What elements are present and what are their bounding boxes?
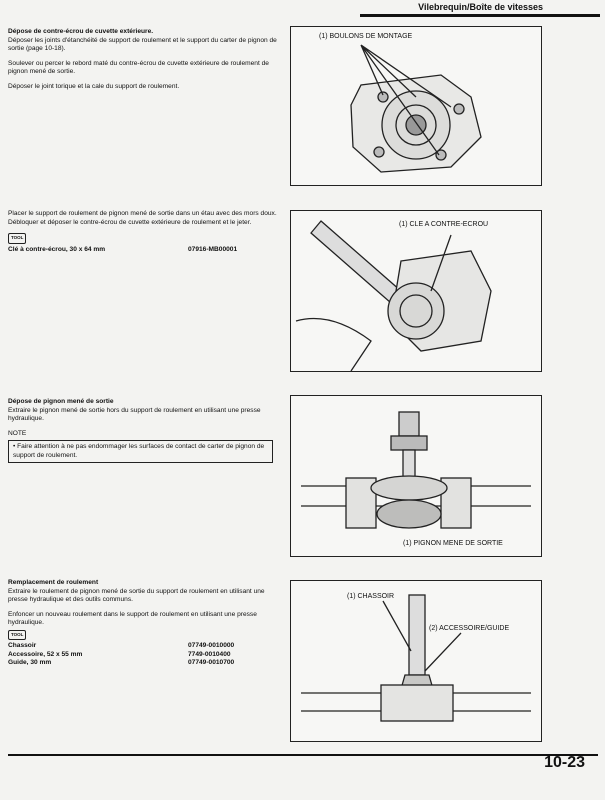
footer-rule bbox=[8, 754, 598, 756]
tool-row bbox=[8, 246, 283, 255]
tool-name: Accessoire, 52 x 55 mm bbox=[8, 650, 83, 658]
section4-p2: Enfoncer un nouveau roulement dans le support de roulement en utilisant une presse hydraulique. bbox=[8, 610, 257, 626]
section1-heading: Dépose de contre-écrou de cuvette extérieure. bbox=[8, 28, 154, 35]
section2-p1: Placer le support de roulement de pignon mené de sortie dans un étau avec des mors doux. bbox=[8, 210, 277, 217]
figure-mounting-bolts bbox=[290, 26, 542, 186]
section1-p3: Déposer le joint torique et la cale du support de roulement. bbox=[8, 82, 180, 90]
section2-p2: Débloquer et déposer le contre-écrou de cuvette extérieure de roulement et le jeter. bbox=[8, 218, 252, 226]
page-header-title: Vilebrequin/Boîte de vitesses bbox=[418, 2, 543, 12]
tool-number: 07916-MB00001 bbox=[188, 245, 238, 253]
callout-output-gear: (1) PIGNON MENE DE SORTIE bbox=[403, 540, 503, 547]
bearing-holder-drawing bbox=[291, 27, 541, 185]
driver-drawing bbox=[291, 581, 541, 741]
section1-text bbox=[8, 28, 283, 97]
note-text: Faire attention à ne pas endommager les surfaces de contact de carter de pignon de support de roulement. bbox=[13, 443, 265, 459]
tool-name: Guide, 30 mm bbox=[8, 659, 52, 666]
tools-list bbox=[8, 642, 283, 668]
figure-locknut-wrench bbox=[290, 210, 542, 372]
figure-driver-attachment bbox=[290, 580, 542, 742]
callout-driver: (1) CHASSOIR bbox=[347, 593, 395, 600]
wrench-drawing bbox=[291, 211, 541, 371]
section3-text bbox=[8, 398, 283, 463]
section1-p2: Soulever ou percer le rebord maté du contre-écrou de cuvette extérieure de roulement de pignon mené de sortie. bbox=[8, 59, 269, 75]
section4-heading: Remplacement de roulement bbox=[8, 579, 99, 586]
section3-heading: Dépose de pignon mené de sortie bbox=[8, 398, 114, 405]
tool-number: 7749-0010400 bbox=[188, 650, 231, 658]
tool-badge-icon: TOOL bbox=[8, 630, 26, 641]
tool-name: Chassoir bbox=[8, 642, 37, 649]
note-label: NOTE bbox=[8, 429, 27, 437]
section1-p1: Déposer les joints d'étanchéité de support de roulement et le support du carter de pignon de sortie (page 10-18). bbox=[8, 36, 277, 52]
callout-mounting-bolts: (1) BOULONS DE MONTAGE bbox=[319, 33, 413, 40]
section2-text bbox=[8, 210, 283, 254]
callout-locknut-wrench: (1) CLE A CONTRE-ECROU bbox=[399, 221, 489, 228]
section4-p1: Extraire le roulement de pignon mené de sortie du support de roulement en utilisant une presse hydraulique et des outils communs. bbox=[8, 587, 265, 603]
section3-p1: Extraire le pignon mené de sortie hors du support de roulement en utilisant une presse hydraulique. bbox=[8, 406, 261, 422]
header-rule bbox=[360, 14, 600, 17]
tool-row bbox=[8, 651, 283, 660]
tool-row bbox=[8, 659, 283, 668]
section4-text bbox=[8, 579, 283, 668]
press-gear-drawing bbox=[291, 396, 541, 556]
tool-name: Clé à contre-écrou, 30 x 64 mm bbox=[8, 245, 106, 253]
tool-badge-icon: TOOL bbox=[8, 233, 26, 244]
page-number: 10-23 bbox=[544, 754, 585, 771]
figure-output-gear bbox=[290, 395, 542, 557]
callout-attachment-guide: (2) ACCESSOIRE/GUIDE bbox=[429, 625, 510, 632]
tool-row bbox=[8, 642, 283, 651]
tool-number: 07749-0010000 bbox=[188, 642, 235, 649]
note-box: • Faire attention à ne pas endommager les surfaces de contact de carter de pignon de support de roulement. bbox=[8, 440, 273, 463]
tool-number: 07749-0010700 bbox=[188, 659, 235, 666]
